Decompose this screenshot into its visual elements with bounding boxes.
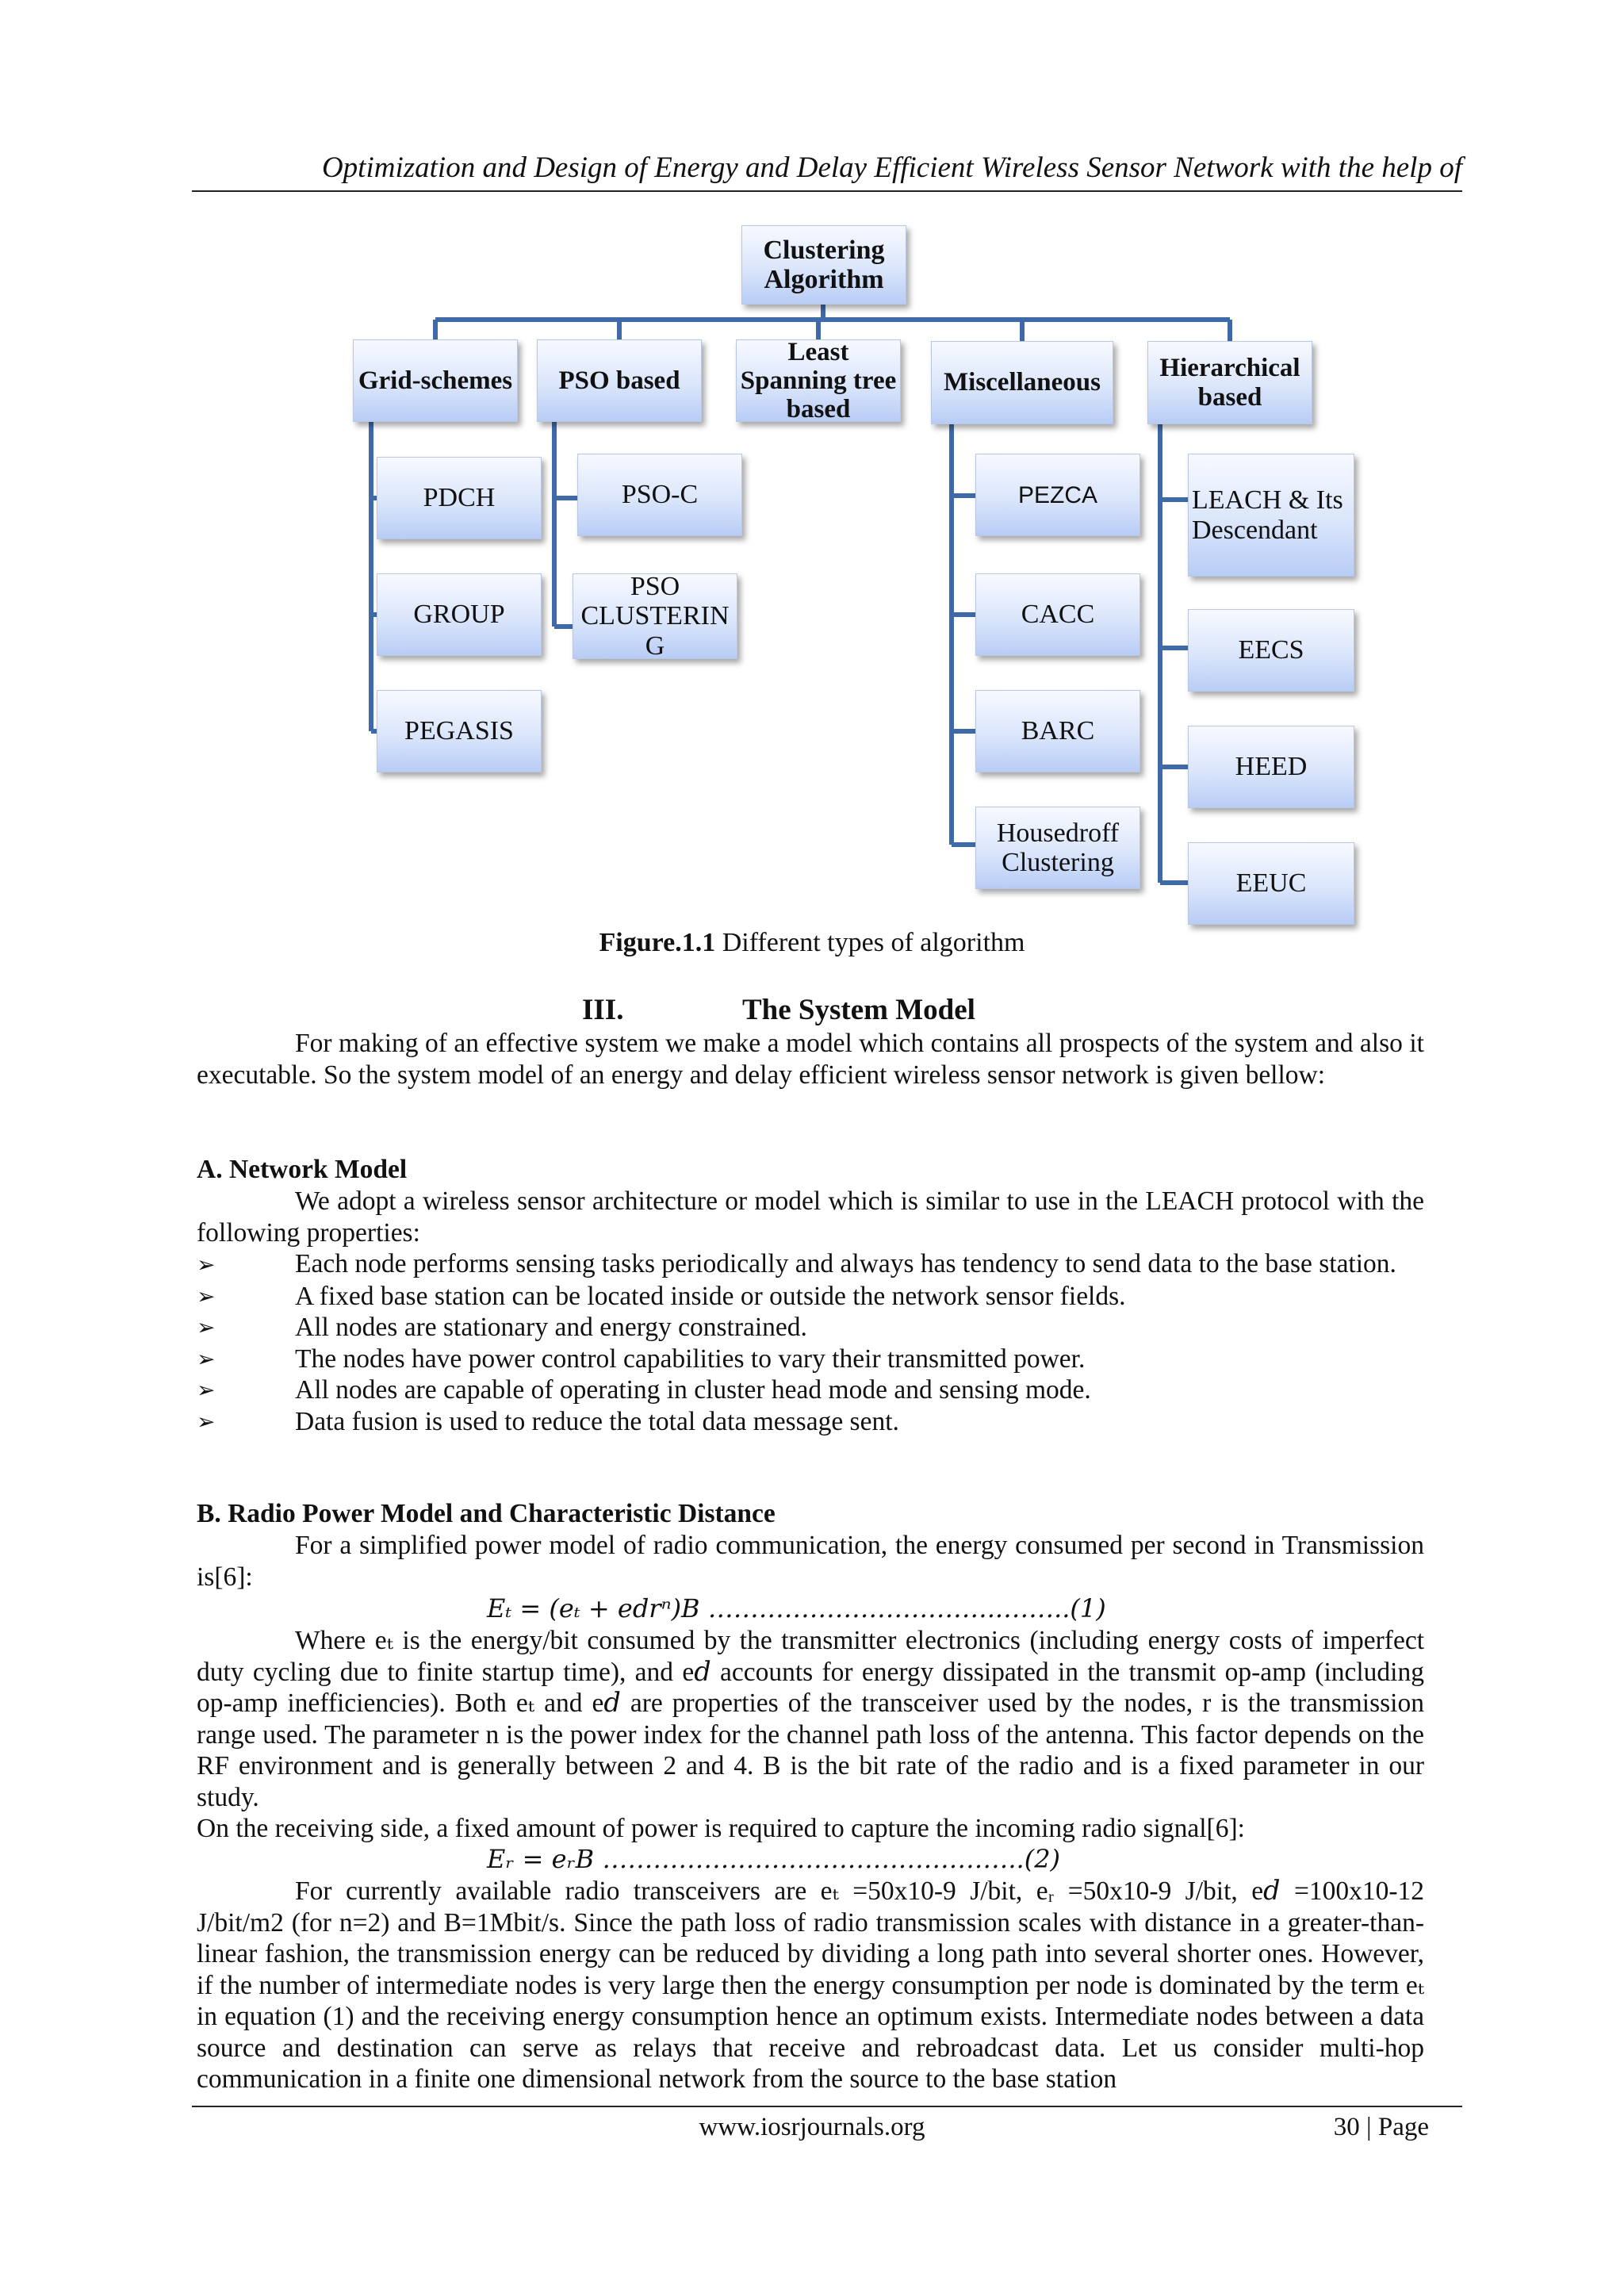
bullet-arrow-icon: ➢ <box>197 1408 216 1435</box>
list-item <box>197 1281 1424 1313</box>
list-item-text: The nodes have power control capabilities to vary their transmitted power. <box>295 1343 1086 1374</box>
clustering-algorithm-diagram <box>0 0 1624 936</box>
node-miscellaneous: Miscellaneous <box>931 341 1113 424</box>
radio-model-para1: Where eₜ is the energy/bit consumed by the transmitter electronics (including energy costs of imperfect duty cycling due to finite startup time), and e𝑑 accounts for energy dissipated in the transmit op-amp (including op-amp inefficiencies). Both eₜ and e𝑑 are properties of the transceiver used by the nodes, r is the transmission range used. The parameter n is the power index for the channel path loss of the antenna. This factor depends on the RF environment and is generally between 2 and 4. B is the bit rate of the radio and is a fixed parameter in our study. <box>197 1626 1424 1812</box>
list-item <box>197 1248 1424 1281</box>
figure-caption-text: Different types of algorithm <box>715 928 1025 957</box>
page-number: 30 | Page <box>1333 2113 1429 2141</box>
node-pso-clustering: PSO CLUSTERIN G <box>573 573 737 659</box>
node-pdch: PDCH <box>377 457 542 539</box>
node-pso-c: PSO-C <box>577 454 742 536</box>
bullet-arrow-icon: ➢ <box>197 1282 216 1309</box>
network-properties-list <box>197 1248 1424 1437</box>
list-item-text: Data fusion is used to reduce the total data message sent. <box>295 1406 899 1436</box>
radio-model-para2: On the receiving side, a fixed amount of power is required to capture the incoming radio signal[6]: <box>197 1814 1245 1843</box>
node-pso-based: PSO based <box>537 339 702 422</box>
list-item-text: A fixed base station can be located inside or outside the network sensor fields. <box>295 1281 1126 1311</box>
network-model-intro: We adopt a wireless sensor architecture or model which is similar to use in the LEACH protocol with the following properties: <box>197 1186 1424 1248</box>
node-pezca: PEZCA <box>975 454 1140 536</box>
network-model-heading: A. Network Model <box>197 1155 408 1184</box>
node-cacc: CACC <box>975 573 1140 656</box>
radio-model-para3: For currently available radio transceivers are eₜ =50x10-9 J/bit, eᵣ =50x10-9 J/bit, e𝑑 =100x10-12 J/bit/m2 (for n=2) and B=1Mbit/s. Since the path loss of radio transmission scales with distance in a greater-than-linear fashion, the transmission energy can be reduced by dividing a long path into several shorter ones. However, if the number of intermediate nodes is very large then the energy consumption per node is dominated by the term eₜ in equation (1) and the receiving energy consumption hence an optimum exists. Intermediate nodes between a data source and destination can serve as relays that receive and rebroadcast data. Let us consider multi-hop communication in a finite one dimensional network from the source to the base station <box>197 1876 1424 2094</box>
node-hierarchical-based: Hierarchical based <box>1147 341 1312 424</box>
radio-model-heading: B. Radio Power Model and Characteristic Distance <box>197 1499 776 1528</box>
node-eecs: EECS <box>1188 609 1354 692</box>
list-item <box>197 1343 1424 1375</box>
list-item <box>197 1312 1424 1343</box>
section-number: III. <box>582 994 624 1026</box>
bullet-arrow-icon: ➢ <box>197 1345 216 1372</box>
footer-url: www.iosrjournals.org <box>699 2113 925 2141</box>
list-item-text: Each node performs sensing tasks periodically and always has tendency to send data to the base station. <box>295 1249 1396 1278</box>
list-item-text: All nodes are stationary and energy constrained. <box>295 1313 807 1342</box>
node-group: GROUP <box>377 573 542 656</box>
figure-label: Figure.1.1 <box>599 928 716 957</box>
footer-rule <box>192 2106 1462 2107</box>
node-grid-schemes: Grid-schemes <box>353 339 518 422</box>
list-item <box>197 1406 1424 1438</box>
node-eeuc: EEUC <box>1188 842 1354 925</box>
node-heed: HEED <box>1188 726 1354 808</box>
section-title: The System Model <box>742 994 975 1026</box>
bullet-arrow-icon: ➢ <box>197 1251 216 1278</box>
node-housedroff-clustering: Housedroff Clustering <box>975 807 1140 889</box>
list-item <box>197 1374 1424 1406</box>
running-header: Optimization and Design of Energy and Delay Efficient Wireless Sensor Network with the help of <box>321 151 1462 184</box>
diagram-connectors <box>0 0 1624 936</box>
list-item-text: All nodes are capable of operating in cluster head mode and sensing mode. <box>295 1375 1091 1405</box>
figure-caption <box>0 928 1624 958</box>
node-barc: BARC <box>975 690 1140 772</box>
bullet-arrow-icon: ➢ <box>197 1377 216 1403</box>
node-leach: LEACH & Its Descendant <box>1188 454 1354 577</box>
section-intro: For making of an effective system we make a model which contains all prospects of the system and also it executable. So the system model of an energy and delay efficient wireless sensor network is given bellow: <box>197 1029 1424 1090</box>
equation-2: Eᵣ = eᵣB …………………………………………..(2) <box>487 1844 1061 1874</box>
node-root: Clustering Algorithm <box>741 225 906 305</box>
radio-model-intro: For a simplified power model of radio communication, the energy consumed per second in Transmission is[6]: <box>197 1531 1424 1592</box>
bullet-arrow-icon: ➢ <box>197 1314 216 1340</box>
equation-1: Eₜ = (eₜ + e𝑑rⁿ)B ……………………………..……..(1) <box>487 1593 1106 1623</box>
node-pegasis: PEGASIS <box>377 690 542 772</box>
node-least-spanning-tree: Least Spanning tree based <box>736 339 901 422</box>
